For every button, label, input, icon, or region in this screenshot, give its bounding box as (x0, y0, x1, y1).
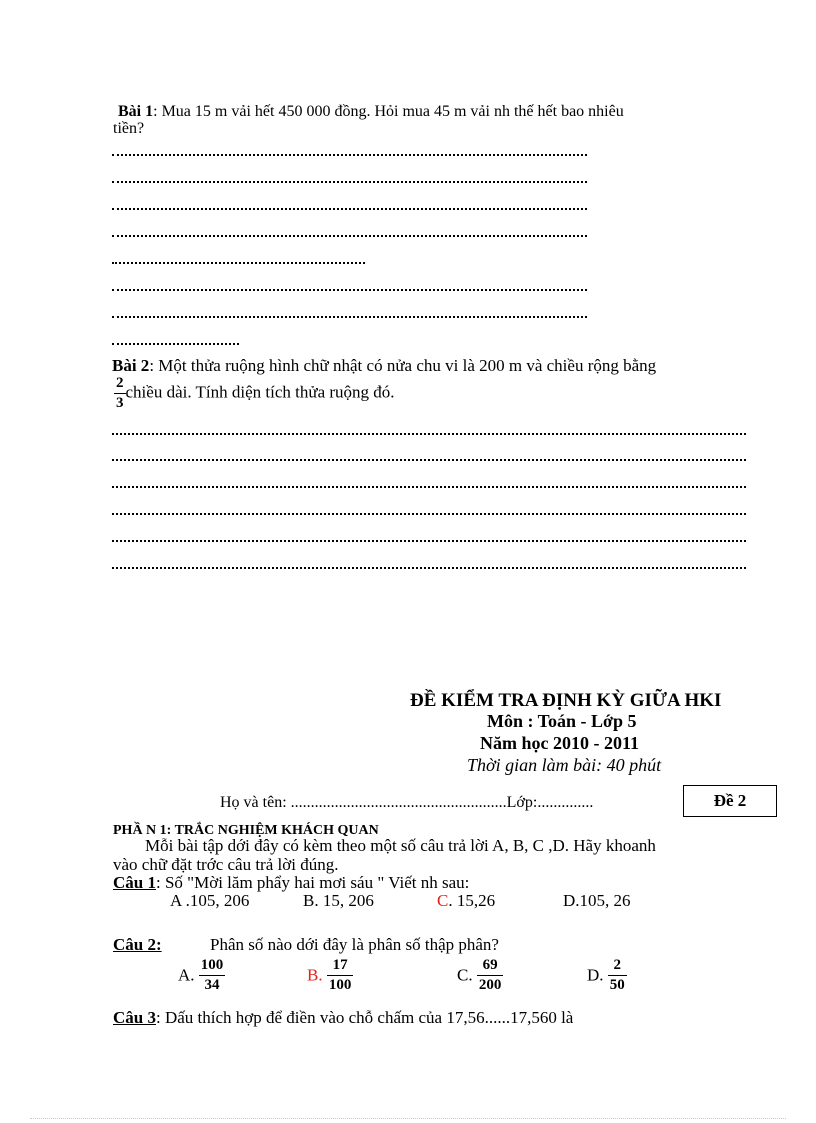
cau2-option-a (178, 958, 225, 993)
class-label: Lớp: (506, 794, 538, 811)
bai1-line1 (118, 103, 624, 121)
cau2-option-a-fraction (199, 958, 226, 993)
cau1-option-d-letter: D (563, 891, 576, 910)
cau1-option-c-letter: C (437, 891, 449, 910)
name-line (220, 794, 593, 812)
cau2-option-d-letter: D. (587, 965, 604, 985)
cau1-option-b (303, 891, 374, 911)
exam-year: Năm học 2010 - 2011 (480, 733, 639, 753)
phan1-intro-line2: vào chữ đặt trớc câu trả lời đúng. (113, 855, 339, 874)
answer-line (112, 457, 746, 461)
cau2-option-b-den: 100 (328, 977, 352, 993)
cau2-option-d-den: 50 (609, 977, 625, 993)
bai2-line1 (112, 356, 656, 376)
cau2-option-d (587, 958, 627, 993)
answer-line (112, 260, 365, 264)
answer-line (112, 565, 746, 569)
answer-line (112, 341, 239, 345)
answer-line (112, 287, 587, 291)
cau1-option-c (437, 891, 495, 911)
cau2-text: Phân số nào dới đây là phân số thập phân? (210, 935, 499, 954)
de-box-label: Đề 2 (713, 791, 747, 810)
cau1-option-d (563, 891, 631, 911)
cau2-option-c (457, 958, 503, 993)
cau1-option-b-letter: B (303, 891, 315, 910)
cau2-option-d-fraction (608, 958, 627, 993)
answer-line (112, 511, 746, 515)
cau1-option-a (170, 891, 249, 911)
bai2-line2 (114, 376, 395, 411)
cau2-option-a-num: 100 (199, 958, 226, 976)
name-label: Họ và tên: (220, 794, 291, 811)
cau1-text: : Số "Mời lăm phẩy hai mơi sáu " Viết nh sau: (155, 873, 470, 892)
answer-line (112, 206, 587, 210)
name-dots: ...................................................... (290, 794, 507, 811)
bai1-label: Bài 1 (118, 103, 154, 120)
exam-title: ĐỀ KIỂM TRA ĐỊNH KỲ GIỮA HKI (410, 690, 722, 711)
cau2-option-c-num: 69 (477, 958, 504, 976)
bai2-frac-num: 2 (114, 376, 126, 394)
bai2-text-line2: chiều dài. Tính diện tích thửa ruộng đó. (125, 382, 395, 402)
cau3-text: : Dấu thích hợp để điền vào chỗ chấm của 17,56......17,560 là (155, 1008, 574, 1027)
bai1-text-line1: : Mua 15 m vải hết 450 000 đồng. Hỏi mua 45 m vải nh thế hết bao nhiêu (153, 103, 624, 120)
answer-line (112, 179, 587, 183)
cau1-option-a-letter: A (170, 891, 182, 910)
cau2-option-b-num: 17 (327, 958, 354, 976)
page-bottom-divider (30, 1118, 786, 1119)
bai2-frac-den: 3 (116, 395, 124, 411)
answer-line (112, 314, 587, 318)
cau2-option-a-den: 34 (204, 977, 220, 993)
answer-line (112, 484, 746, 488)
class-dots: .............. (537, 794, 594, 811)
answer-line (112, 538, 746, 542)
bai1-text-line2: tiền? (113, 120, 145, 137)
cau2-option-c-den: 200 (478, 977, 502, 993)
cau2-option-d-num: 2 (608, 958, 627, 976)
exam-time: Thời gian làm bài: 40 phút (467, 755, 662, 775)
phan1-intro-line1: Mỗi bài tập dới đây có kèm theo một số câu trả lời A, B, C ,D. Hãy khoanh (145, 836, 656, 855)
cau1-option-d-value: .105, 26 (575, 891, 631, 910)
cau2-option-b-fraction (327, 958, 354, 993)
cau2-option-a-letter: A. (178, 965, 195, 985)
cau2-option-b (307, 958, 353, 993)
cau2-option-c-letter: C. (457, 965, 473, 985)
answer-line (112, 233, 587, 237)
answer-line (112, 431, 746, 435)
cau2-option-c-fraction (477, 958, 504, 993)
cau1-question (113, 873, 469, 893)
cau1-option-b-value: . 15, 206 (314, 891, 374, 910)
bai2-fraction (114, 376, 126, 411)
phan1-title: PHẦ N 1: TRẮC NGHIỆM KHÁCH QUAN (113, 823, 379, 838)
cau3-label: Câu 3 (113, 1008, 156, 1027)
answer-line (112, 152, 587, 156)
bai2-text-line1: : Một thửa ruộng hình chữ nhật có nửa chu vi là 200 m và chiều rộng bằng (149, 356, 657, 375)
bai2-label: Bài 2 (112, 356, 150, 375)
cau2-option-b-letter: B. (307, 965, 323, 985)
de-box (683, 785, 777, 817)
cau3-question (113, 1008, 573, 1028)
cau1-option-a-value: .105, 206 (181, 891, 250, 910)
cau1-label: Câu 1 (113, 873, 156, 892)
exam-subject: Môn : Toán - Lớp 5 (487, 711, 637, 731)
cau1-option-c-value: . 15,26 (448, 891, 496, 910)
cau2-label: Câu 2: (113, 935, 162, 954)
